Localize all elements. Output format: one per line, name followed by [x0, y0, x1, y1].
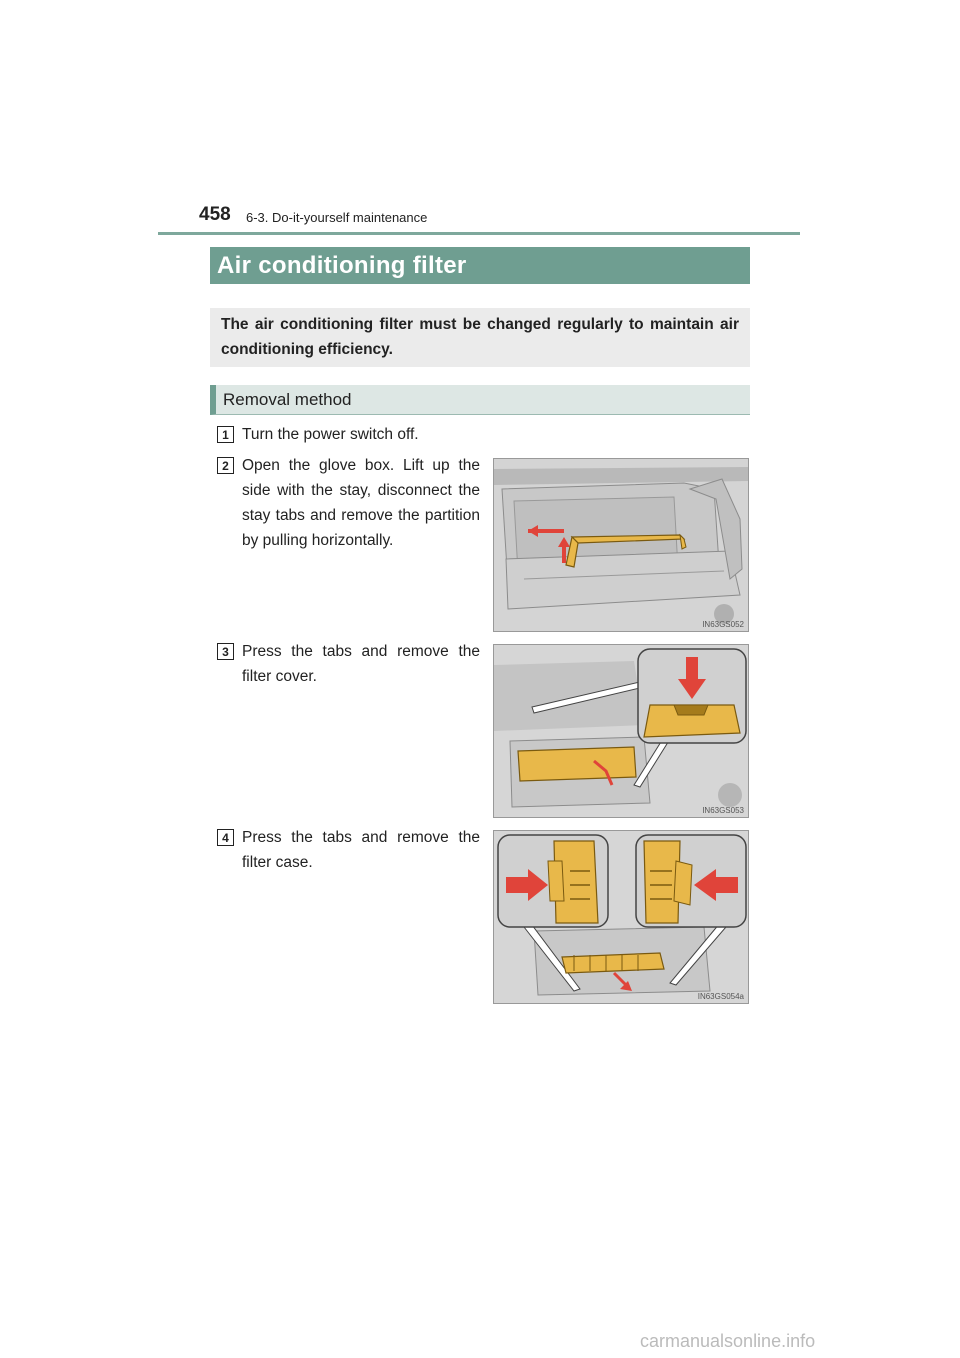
- step-3-text: Press the tabs and remove the filter cover.: [242, 643, 480, 685]
- title-bar: [210, 247, 750, 284]
- intro-box: [210, 308, 750, 367]
- step-4-number: 4: [217, 829, 234, 846]
- footer-watermark: carmanualsonline.info: [640, 1331, 816, 1351]
- step-1-number: 1: [217, 426, 234, 443]
- intro-text: The air conditioning filter must be changed regularly to maintain air conditioning efficiency.: [221, 316, 739, 358]
- step-2-number: 2: [217, 457, 234, 474]
- subheading-bar: [210, 385, 750, 415]
- subheading-text: Removal method: [223, 389, 352, 409]
- step-3-number: 3: [217, 643, 234, 660]
- step-2-text: Open the glove box. Lift up the side with the stay, disconnect the stay tabs and remove the partition by pulling horizontally.: [242, 457, 480, 549]
- figure-code-052: IN63GS052: [702, 620, 744, 629]
- page-number: 458: [199, 204, 231, 225]
- step-4-text: Press the tabs and remove the filter case.: [242, 829, 480, 871]
- section-reference: 6-3. Do-it-yourself maintenance: [246, 210, 428, 225]
- figure-filter-cover: [493, 644, 749, 818]
- header-rule: [158, 232, 800, 235]
- figure-code-054a: IN63GS054a: [697, 992, 744, 1001]
- figure-code-053: IN63GS053: [702, 806, 744, 815]
- page-title: Air conditioning filter: [217, 251, 467, 279]
- figure-glove-box-partition: [493, 458, 749, 632]
- step-1-text: Turn the power switch off.: [242, 426, 419, 443]
- figure-filter-case: [493, 830, 749, 1004]
